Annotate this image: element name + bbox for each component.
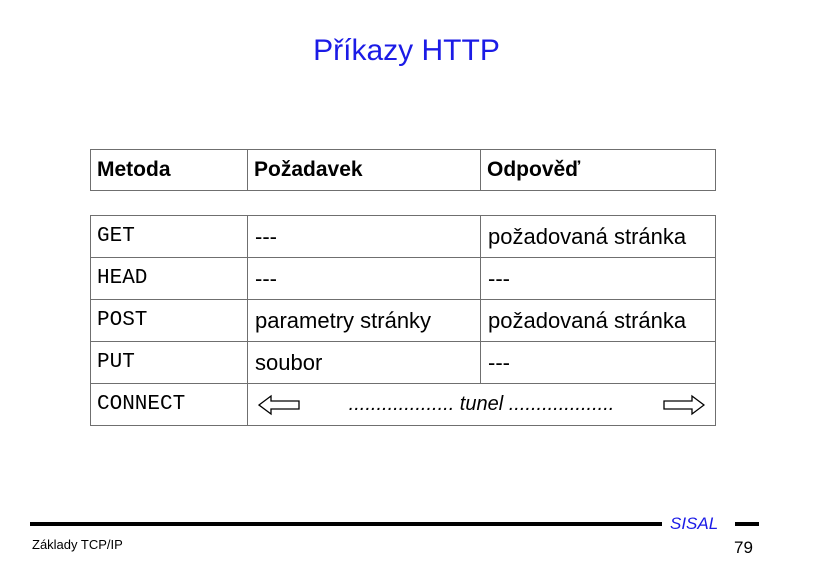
connect-tunnel — [247, 383, 716, 426]
request-get: --- — [247, 215, 481, 258]
footer-rule-right — [735, 522, 759, 526]
response-head: --- — [480, 257, 716, 300]
method-connect: CONNECT — [90, 383, 248, 426]
request-head: --- — [247, 257, 481, 300]
request-put: soubor — [247, 341, 481, 384]
header-odpoved: Odpověď — [480, 149, 716, 191]
request-post: parametry stránky — [247, 299, 481, 342]
left-arrow-icon — [258, 394, 300, 416]
tunnel-label: ................... tunel ................... — [348, 393, 615, 415]
response-put: --- — [480, 341, 716, 384]
footer-course: Základy TCP/IP — [32, 537, 123, 552]
slide-title: Příkazy HTTP — [313, 34, 500, 67]
method-post: POST — [90, 299, 248, 342]
page-number: 79 — [734, 538, 753, 557]
footer-brand: SISAL — [670, 514, 719, 533]
response-get: požadovaná stránka — [480, 215, 716, 258]
right-arrow-icon — [663, 394, 705, 416]
method-put: PUT — [90, 341, 248, 384]
method-get: GET — [90, 215, 248, 258]
response-post: požadovaná stránka — [480, 299, 716, 342]
header-metoda: Metoda — [90, 149, 248, 191]
header-pozadavek: Požadavek — [247, 149, 481, 191]
method-head: HEAD — [90, 257, 248, 300]
footer-rule-left — [30, 522, 662, 526]
